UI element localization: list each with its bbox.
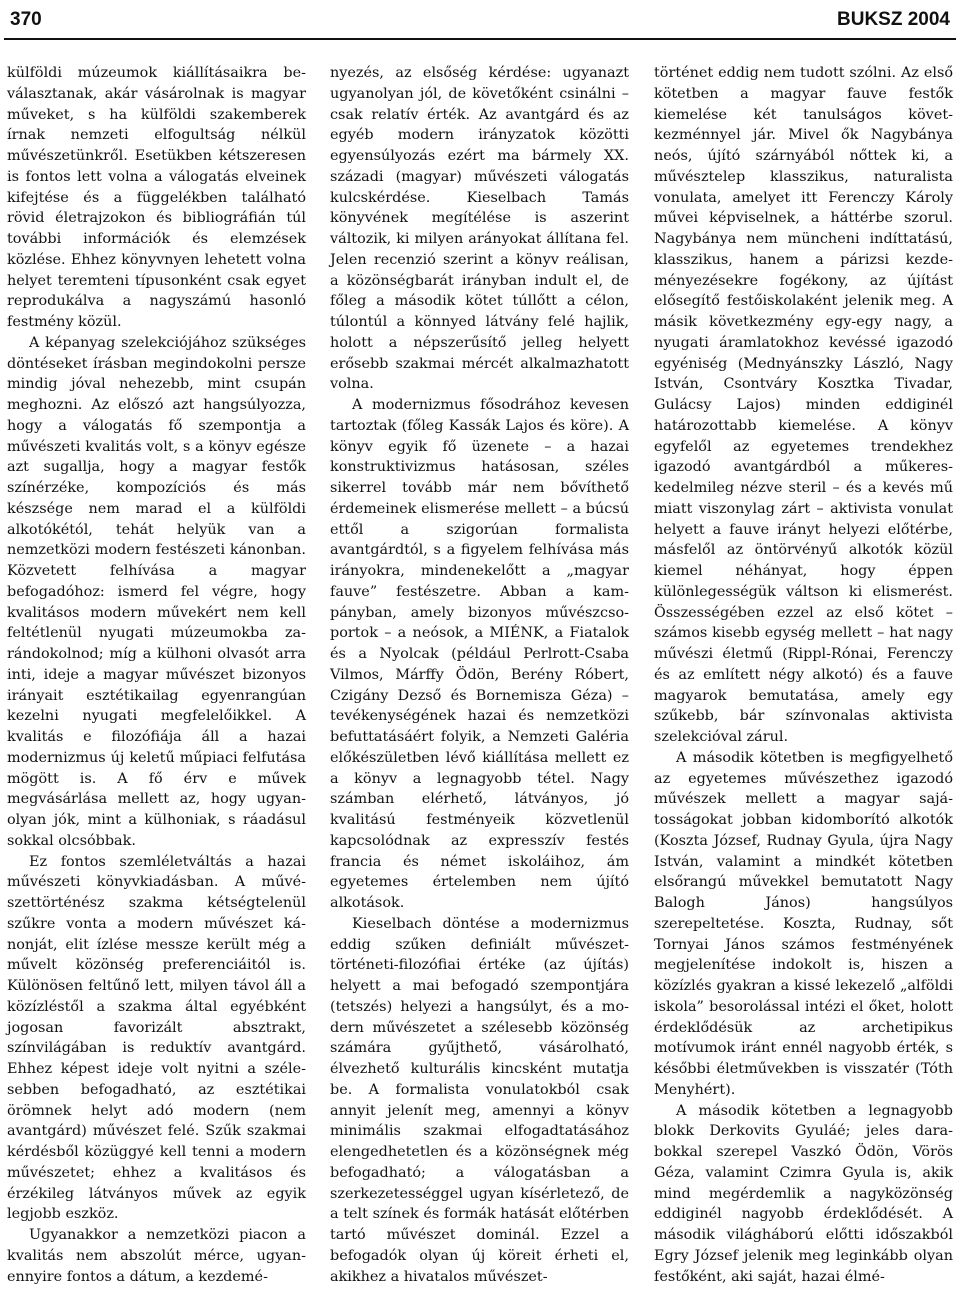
paragraph: Ugyanakkor a nemzetközi piacon a kvalitás nem abszolút mérce, ugyanennyire fontos a dátum, a kezdemé-	[7, 1227, 306, 1285]
text-column-2	[330, 63, 629, 1287]
paragraph: nyezés, az elsőség kérdése: ugyanazt ugyanolyan jól, de követőként csinálni – csak relatív érték. Az avantgárd és az egyéb modern irányzatok közötti egyensúlyozás ezért ma bármely XX. századi (magyar) művészeti válogatás kulcskérdése. Kieselbach Tamás könyvének megítélése is aszerint változik, ki milyen arányokat állítana fel. Jelen recenzió szerint a könyv reálisan, a közönségbarát irányban indult el, de főleg a második kötet túllőtt a célon, túlontúl a könnyed látvány felé hajlik, holott a népszerűsítő jelleg helyett erősebb szakmai mércét alkalmazhatott volna.	[330, 65, 629, 393]
paragraph: Ez fontos szemléletváltás a hazai művészeti könyvkiadásban. A művészettörténész szakma kétségtelenül szűkre vonta a modern művészet kánonját, elit ízlése messze került még a művelt közönség preferenciáitól is. Különösen feltűnő lett, milyen távol áll a közízléstől a szakma által egyébként jogosan favorizált absztrakt, színvilágában is reduktív avantgárd. Ehhez képest ideje volt nyitni a szélesebben befogadható, az esztétikai örömnek helyt adó modern (nem avantgárd) művészet felé. Szűk szakmai kérdésből közüggyé kell tenni a modern művészetet; ehhez a kvalitásos és érzékileg látványos művek az egyik legjobb eszköz.	[7, 853, 306, 1223]
text-column-1	[7, 63, 306, 1287]
paragraph: külföldi múzeumok kiállításaikra beválasztanak, akár vásárolnak is magyar műveket, s ha külföldi szakemberek írnak nemzeti elfogultság nélkül művészetünkről. Esetükben kétszeresen is fontos lett volna a válogatás elveinek kifejtése és a függelékben található rövid életrajzokon és bibliográfián túl további információk és elemzések közlése. Ehhez könyvnyen lehetett volna helyet teremteni típusonként csak egyet reprodukálva a nagyszámú hasonló festmény közül.	[7, 65, 306, 330]
header-rule	[4, 38, 956, 40]
paragraph: A második kötetben a legnagyobb blokk Derkovits Gyuláé; jeles darabokkal szerepel Vaszkó Ödön, Vörös Géza, valamint Czimra Gyula is, akik mind megérdemlik a nagyközönség eddiginél nagyobb érdeklődését. A második világháború előtti időszakból Egry József jelenik meg leginkább olyan festőként, aki saját, hazai élmé-	[654, 1102, 953, 1285]
paragraph: A képanyag szelekciójához szükséges döntéseket írásban megindokolni persze mindig jóval nehezebb, mint csupán meghozni. Az előszó azt hangsúlyozza, hogy a válogatás fő szempontja a művészeti kvalitás volt, s a könyv egésze azt sugallja, hogy a magyar festők színérzéke, kompozíciós és más készsége nem marad el a külföldi alkotókétól, tehát helyük van a nemzetközi modern festészeti kánonban. Közvetett felhívása a magyar befogadóhoz: ismerd fel végre, hogy kvalitásos modern művekért nem kell feltétlenül nyugati múzeumokba zarándokolnod; míg a külhoni olvasót arra inti, ideje a magyar művészet bizonyos irányait esztétikailag egyenrangúan kezelni nyugati megfelelőikkel. A kvalitás e filozófiája áll a hazai modernizmus új keletű műpiaci felfutása mögött is. A fő érv e művek megvásárlása mellett az, hogy ugyanolyan jók, mint a külhoniak, s ráadásul sokkal olcsóbbak.	[7, 334, 306, 849]
paragraph: A modernizmus fősodrához kevesen tartoztak (főleg Kassák Lajos és köre). A könyv egyik fő üzenete – a hazai konstruktivizmus hatásosan, széles sikerrel tovább már nem bővíthető érdemeinek elismerése mellett – a búcsú ettől a szigorúan formalista avantgárdtól, s a figyelem felhívása más irányokra, mindenekelőtt a „magyar fauve” festészetre. Abban a kampányban, amely bizonyos művészcsoportok – a neósok, a MIÉNK, a Fiatalok és a Nyolcak (például Perlrott-Csaba Vilmos, Márffy Ödön, Berény Róbert, Czigány Dezső és Bornemisza Géza) – tevékenységének hazai és nemzetközi befuttatásáért folyik, a Nemzeti Galéria előkészületben lévő kiállítása mellett ez a könyv a legnagyobb tétel. Nagy számban elérhető, látványos, jó kvalitású festményeik közvetlenül kapcsolódnak az expresszív festés francia és német iskoláihoz, ám egyetemes értelemben nem újító alkotások.	[330, 397, 629, 911]
page-number: 370	[10, 9, 42, 30]
text-column-3	[654, 63, 953, 1287]
running-header	[10, 0, 950, 38]
paragraph: történet eddig nem tudott szólni. Az első kötetben a magyar fauve festők kiemelése két tanulságos következménnyel jár. Mivel ők Nagybánya neós, újító szárnyából nőttek ki, a művésztelep klasszikus, naturalista vonulata, amelyet itt Ferenczy Károly művei képviselnek, a háttérbe szorul. Nagybánya nem müncheni indíttatású, klasszikus, hanem a párizsi kezdeményezésekre fogékony, az újítást elősegítő festőiskolaként jelenik meg. A másik következmény egy-egy nagy, a nyugati áramlatokhoz kevéssé igazodó egyéniség (Mednyánszky László, Nagy István, Csontváry Kosztka Tivadar, Gulácsy Lajos) minden eddiginél határozottabb kiemelése. A könyv egyfelől az egyetemes trendekhez igazodó avantgárdból a műkereskedelmileg nézve steril – és a kevés mű miatt viszonylag zárt – aktivista vonulat helyett a fauve irányt helyezi előtérbe, másfelől az öntörvényű alkotók közül kiemel néhányat, hogy éppen különlegességük váltson ki elismerést. Összességében ezzel az első kötet – számos kisebb egység mellett – hat nagy művészi életmű (Rippl-Rónai, Ferenczy és az említett négy alkotó) és a fauve magyarok bemutatása, amely egy szűkebb, bár színvonalas aktivista szelekcióval zárul.	[654, 65, 953, 745]
paragraph: Kieselbach döntése a modernizmus eddig szűken definiált művészettörténeti-filozófiai értéke (az újítás) helyett a mai befogadó szempontjára (tetszés) helyezi a hangsúlyt, és a modern művészetet a szélesebb közönség számára gyűjthető, vásárolható, élvezhető kulturális kincsként mutatja be. A formalista vonulatokból csak annyit jelenít meg, amennyi a könyv minimális szakmai elfogadtatásához elengedhetetlen és a közönségnek még befogadható; a válogatásban a szerkezetességgel ugyan kísérletező, de a telt színek és formák hatását előtérben tartó művészet dominál. Ezzel a befogadók olyan új köreit érheti el, akikhez a hivatalos művészet-	[330, 915, 629, 1285]
journal-title: BUKSZ 2004	[837, 9, 950, 30]
paragraph: A második kötetben is megfigyelhető az egyetemes művészethez igazodó művészek mellett a magyar sajátosságokat jobban kidomborító alkotók (Koszta József, Rudnay Gyula, újra Nagy István, valamint a mindkét kötetben elsőrangú művekkel bemutatott Nagy Balogh János) hangsúlyos szerepeltetése. Koszta, Rudnay, sőt Tornyai János számos festményének megjelenítése indokolt is, hiszen a közízlés gyakran a kissé lekezelő „alföldi iskola” besorolással intézi el őket, holott érdeklődésük az archetipikus motívumok iránt ennél nagyobb érték, s későbbi életművekben is visszatér (Tóth Menyhért).	[654, 749, 953, 1098]
